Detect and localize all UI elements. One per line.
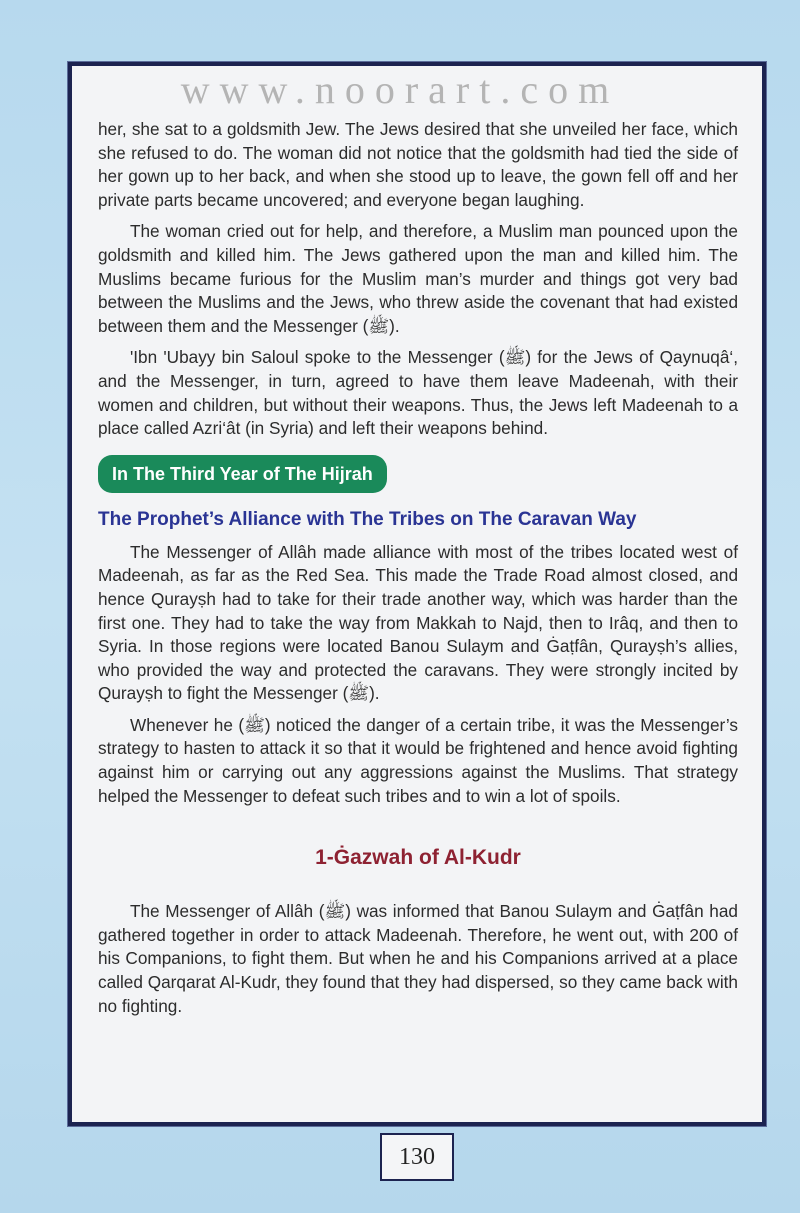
paragraph: Whenever he (ﷺ) noticed the danger of a certain tribe, it was the Messenger’s strategy to hasten to attack it so that it would be frightened and hence avoid fighting against him or carrying out any aggressions against the Muslims. That strategy helped the Messenger to defeat such tribes and to win a lot of spoils. — [98, 714, 739, 806]
watermark: www.noorart.com — [180, 67, 620, 112]
paragraph: The woman cried out for help, and therefore, a Muslim man pounced upon the goldsmith and killed him. The Jews gathered upon the man and killed him. The Muslims became furious for the Muslim man’s murder and things got very bad between the Muslims and the Jews, who threw aside the covenant that had existed between them and the Messenger (ﷺ). — [98, 221, 738, 336]
paragraph: her, she sat to a goldsmith Jew. The Jews desired that she unveiled her face, which she refused to do. The woman did not notice that the goldsmith had tied the side of her gown up to her back, and when she stood up to leave, the gown fell off and her private parts became uncovered; and everyone began laughing. — [98, 119, 738, 210]
page-number: 130 — [380, 1133, 454, 1181]
paragraph: The Messenger of Allâh made alliance with most of the tribes located west of Madeenah, as far as the Red Sea. This made the Trade Road almost closed, and hence Qurayṣh had to take for their trade another way, which was harder than the first one. They had to take the way from Makkah to Najd, then to Irâq, and then to Syria. In those regions were located Banou Sulaym and Ġaṭfân, Qurayṣh’s allies, who provided the way and protected the caravans. They were strongly incited by Qurayṣh to fight the Messenger (ﷺ). — [98, 541, 738, 704]
paragraph: The Messenger of Allâh (ﷺ) was informed that Banou Sulaym and Ġaṭfân had gathered together in order to attack Madeenah. Therefore, he went out, with 200 of his Companions, to fight them. But when he and his Companions arrived at a place called Qarqarat Al-Kudr, they found that they had dispersed, so they came back with no fighting. — [98, 901, 738, 1016]
paragraph: 'Ibn 'Ubayy bin Saloul spoke to the Messenger (ﷺ) for the Jews of Qaynuqâ‘, and the Messenger, in turn, agreed to have them leave Madeenah, with their women and children, but without their weapons. Thus, the Jews left Madeenah to a place called Azri‘ât (in Syria) and left their weapons behind. — [98, 347, 738, 439]
book-page — [68, 62, 766, 1126]
chapter-heading: 1-Ġazwah of Al-Kudr — [315, 846, 521, 870]
subheading: The Prophet’s Alliance with The Tribes on The Caravan Way — [98, 508, 637, 530]
section-pill: In The Third Year of The Hijrah — [98, 455, 387, 493]
